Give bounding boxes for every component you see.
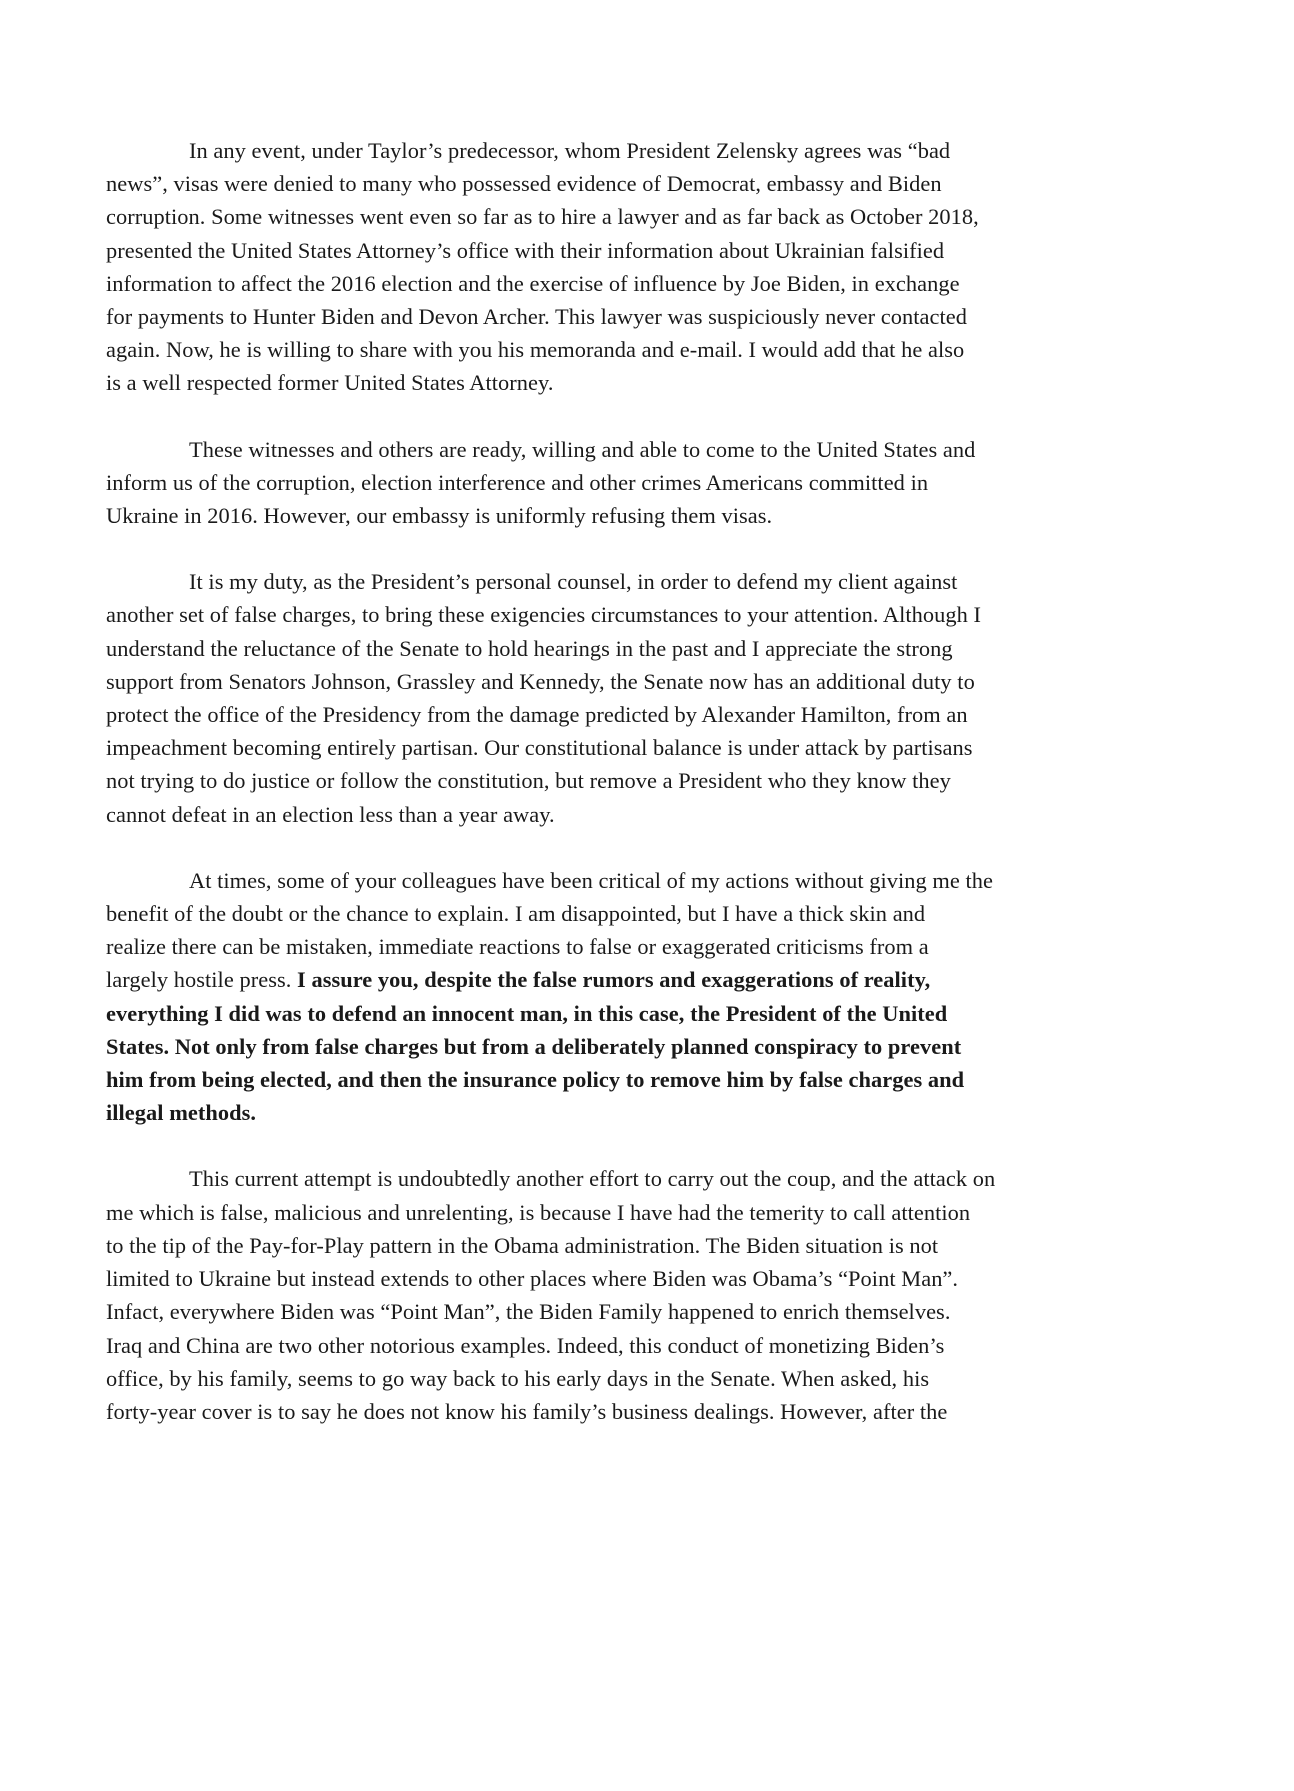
text-line: impeachment becoming entirely partisan. Our constitutional balance is under attack by partisans — [106, 735, 973, 761]
bold-emphasis-text: I assure you, despite the false rumors and exaggerations of reality, — [297, 967, 931, 993]
text-line: support from Senators Johnson, Grassley and Kennedy, the Senate now has an additional duty to — [106, 668, 975, 694]
paragraph-5 — [106, 1162, 1196, 1428]
text-line: information to affect the 2016 election and the exercise of influence by Joe Biden, in exchange — [106, 270, 960, 296]
text-line: Infact, everywhere Biden was “Point Man”, the Biden Family happened to enrich themselves. — [106, 1299, 951, 1325]
text-line: again. Now, he is willing to share with you his memoranda and e-mail. I would add that he also — [106, 337, 965, 363]
text-line: limited to Ukraine but instead extends to other places where Biden was Obama’s “Point Man”. — [106, 1266, 959, 1292]
text-line: inform us of the corruption, election interference and other crimes Americans committed in — [106, 469, 929, 495]
text-line: not trying to do justice or follow the constitution, but remove a President who they know they — [106, 768, 951, 794]
paragraph-4 — [106, 864, 1196, 1130]
paragraph-1 — [106, 134, 1196, 400]
text-line: news”, visas were denied to many who possessed evidence of Democrat, embassy and Biden — [106, 171, 942, 197]
text-line: At times, some of your colleagues have been critical of my actions without giving me the — [189, 867, 994, 893]
text-line: corruption. Some witnesses went even so far as to hire a lawyer and as far back as October 2018, — [106, 204, 979, 230]
text-line: benefit of the doubt or the chance to explain. I am disappointed, but I have a thick skin and — [106, 901, 926, 927]
bold-text-line: him from being elected, and then the insurance policy to remove him by false charges and — [106, 1067, 965, 1093]
text-line: cannot defeat in an election less than a year away. — [106, 801, 555, 827]
text-line: These witnesses and others are ready, willing and able to come to the United States and — [189, 436, 976, 462]
text-line: is a well respected former United States Attorney. — [106, 370, 554, 396]
text-line: to the tip of the Pay-for-Play pattern in the Obama administration. The Biden situation is not — [106, 1232, 939, 1258]
paragraph-3 — [106, 565, 1196, 831]
text-line: It is my duty, as the President’s personal counsel, in order to defend my client against — [189, 569, 958, 595]
document-page — [106, 134, 1196, 1461]
paragraph-2 — [106, 433, 1196, 533]
bold-text-line: everything I did was to defend an innocent man, in this case, the President of the United — [106, 1000, 948, 1026]
text-line: understand the reluctance of the Senate to hold hearings in the past and I appreciate the strong — [106, 635, 953, 661]
text-line: for payments to Hunter Biden and Devon Archer. This lawyer was suspiciously never contacted — [106, 304, 967, 330]
text-line: In any event, under Taylor’s predecessor, whom President Zelensky agrees was “bad — [189, 138, 951, 163]
text-line: forty-year cover is to say he does not know his family’s business dealings. However, after the — [106, 1398, 948, 1424]
text-line: Iraq and China are two other notorious examples. Indeed, this conduct of monetizing Biden’s — [106, 1332, 945, 1358]
text-line: This current attempt is undoubtedly another effort to carry out the coup, and the attack on — [189, 1166, 996, 1192]
bold-text-line: illegal methods. — [106, 1100, 257, 1126]
bold-text-line: States. Not only from false charges but from a deliberately planned conspiracy to prevent — [106, 1033, 962, 1059]
text-line: another set of false charges, to bring these exigencies circumstances to your attention. Although I — [106, 602, 982, 628]
text-line: protect the office of the Presidency from the damage predicted by Alexander Hamilton, from an — [106, 702, 968, 728]
text-line: presented the United States Attorney’s office with their information about Ukrainian falsified — [106, 237, 945, 263]
mixed-text-line — [106, 963, 1196, 996]
text-line: office, by his family, seems to go way back to his early days in the Senate. When asked, his — [106, 1365, 930, 1391]
text-line: Ukraine in 2016. However, our embassy is uniformly refusing them visas. — [106, 503, 773, 529]
text-line: realize there can be mistaken, immediate reactions to false or exaggerated criticisms from a — [106, 934, 929, 960]
text-line: me which is false, malicious and unrelenting, is because I have had the temerity to call attention — [106, 1199, 971, 1225]
regular-text: largely hostile press. — [106, 967, 298, 993]
